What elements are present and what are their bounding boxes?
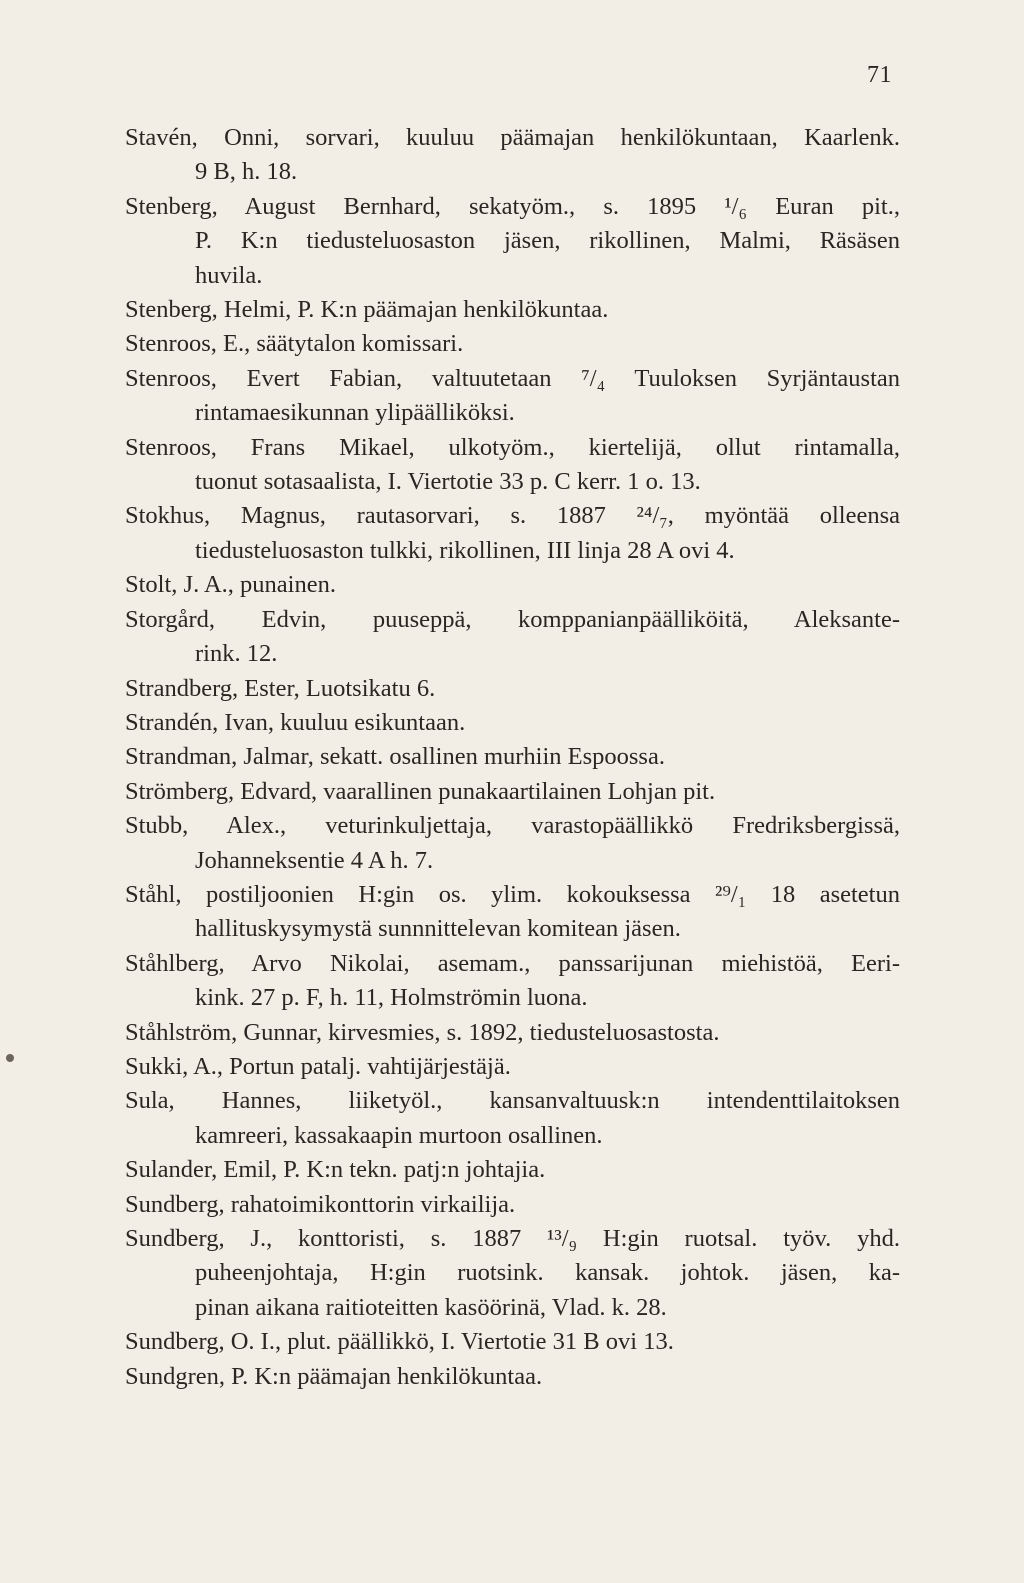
entry-first-line: Sundgren, P. K:n päämajan henkilökuntaa. — [125, 1362, 543, 1390]
register-entry — [125, 1360, 900, 1394]
entry-first-line: Stenroos, Frans Mikael, ulkotyöm., kiertelijä, ollut rintamalla, — [125, 433, 900, 461]
register-entry — [125, 431, 900, 500]
register-entry — [125, 1222, 900, 1325]
register-entry — [125, 1050, 900, 1084]
register-entry — [125, 190, 900, 293]
entry-first-line: Sundberg, O. I., plut. päällikkö, I. Viertotie 31 B ovi 13. — [125, 1328, 674, 1356]
register-entry — [125, 672, 900, 706]
entry-first-line: Stenberg, August Bernhard, sekatyöm., s. 1895 ¹/₆ Euran pit., — [125, 192, 900, 220]
entry-first-line: Stenberg, Helmi, P. K:n päämajan henkilökuntaa. — [125, 296, 609, 324]
register-entry — [125, 1188, 900, 1222]
register-entry — [125, 362, 900, 431]
margin-dot — [6, 1054, 14, 1062]
register-entry — [125, 809, 900, 878]
entry-first-line: Storgård, Edvin, puuseppä, komppanianpäälliköitä, Aleksante- — [125, 605, 900, 633]
entry-continuation-line: hallituskysymystä sunnnittelevan komitean jäsen. — [195, 915, 681, 943]
entry-first-line: Sundberg, rahatoimikonttorin virkailija. — [125, 1190, 516, 1218]
register-entries — [125, 121, 900, 1394]
entry-first-line: Strandberg, Ester, Luotsikatu 6. — [125, 674, 436, 702]
entry-continuation-line: puheenjohtaja, H:gin ruotsink. kansak. johtok. jäsen, ka- — [195, 1259, 900, 1287]
entry-first-line: Ståhlström, Gunnar, kirvesmies, s. 1892, tiedusteluosastosta. — [125, 1018, 720, 1046]
entry-continuation-line: Johanneksentie 4 A h. 7. — [195, 846, 434, 874]
entry-first-line: Stokhus, Magnus, rautasorvari, s. 1887 ²⁴/₇, myöntää olleensa — [125, 502, 900, 530]
register-entry — [125, 121, 900, 190]
entry-continuation-line: P. K:n tiedusteluosaston jäsen, rikollinen, Malmi, Räsäsen — [195, 227, 900, 255]
entry-first-line: Sundberg, J., konttoristi, s. 1887 ¹³/₉ H:gin ruotsal. työv. yhd. — [125, 1225, 900, 1252]
entry-continuation-line: pinan aikana raitioteitten kasöörinä, Vlad. k. 28. — [195, 1293, 667, 1321]
entry-continuation-line: rintamaesikunnan ylipäälliköksi. — [195, 399, 515, 427]
entry-first-line: Sulander, Emil, P. K:n tekn. patj:n johtajia. — [125, 1156, 546, 1184]
entry-first-line: Strandman, Jalmar, sekatt. osallinen murhiin Espoossa. — [125, 743, 665, 771]
register-entry — [125, 1016, 900, 1050]
entry-continuation-line: kamreeri, kassakaapin murtoon osallinen. — [195, 1121, 603, 1149]
register-entry — [125, 878, 900, 947]
entry-first-line: Strandén, Ivan, kuuluu esikuntaan. — [125, 708, 466, 736]
register-entry — [125, 1153, 900, 1187]
entry-first-line: Sula, Hannes, liiketyöl., kansanvaltuusk:n intendenttilaitoksen — [125, 1087, 900, 1115]
entry-continuation-line: rink. 12. — [195, 640, 278, 668]
entry-first-line: Stenroos, E., säätytalon komissari. — [125, 330, 464, 358]
entry-continuation-line: tiedusteluosaston tulkki, rikollinen, III linja 28 A ovi 4. — [195, 536, 735, 564]
register-entry — [125, 327, 900, 361]
entry-first-line: Ståhl, postiljoonien H:gin os. ylim. kokouksessa ²⁹/₁ 18 asetetun — [125, 880, 900, 908]
register-entry — [125, 1325, 900, 1359]
entry-first-line: Stenroos, Evert Fabian, valtuutetaan ⁷/₄ Tuuloksen Syrjäntaustan — [125, 364, 900, 392]
page-number: 71 — [867, 62, 892, 88]
entry-first-line: Stavén, Onni, sorvari, kuuluu päämajan henkilökuntaan, Kaarlenk. — [125, 124, 900, 151]
entry-first-line: Sukki, A., Portun patalj. vahtijärjestäjä. — [125, 1052, 511, 1080]
register-entry — [125, 775, 900, 809]
register-entry — [125, 740, 900, 774]
entry-continuation-line: 9 B, h. 18. — [195, 158, 298, 186]
entry-first-line: Stolt, J. A., punainen. — [125, 571, 336, 599]
register-entry — [125, 706, 900, 740]
entry-first-line: Stubb, Alex., veturinkuljettaja, varastopäällikkö Fredriksbergissä, — [125, 812, 900, 840]
entry-continuation-line: kink. 27 p. F, h. 11, Holmströmin luona. — [195, 984, 588, 1012]
entry-continuation-line: tuonut sotasaalista, I. Viertotie 33 p. C kerr. 1 o. 13. — [195, 468, 701, 496]
entry-first-line: Ståhlberg, Arvo Nikolai, asemam., panssarijunan miehistöä, Eeri- — [125, 949, 900, 977]
register-entry — [125, 603, 900, 672]
entry-first-line: Strömberg, Edvard, vaarallinen punakaartilainen Lohjan pit. — [125, 777, 716, 805]
register-entry — [125, 1084, 900, 1153]
register-entry — [125, 568, 900, 602]
register-entry — [125, 499, 900, 568]
register-entry — [125, 293, 900, 327]
entry-continuation-line: huvila. — [195, 261, 263, 289]
register-entry — [125, 947, 900, 1016]
